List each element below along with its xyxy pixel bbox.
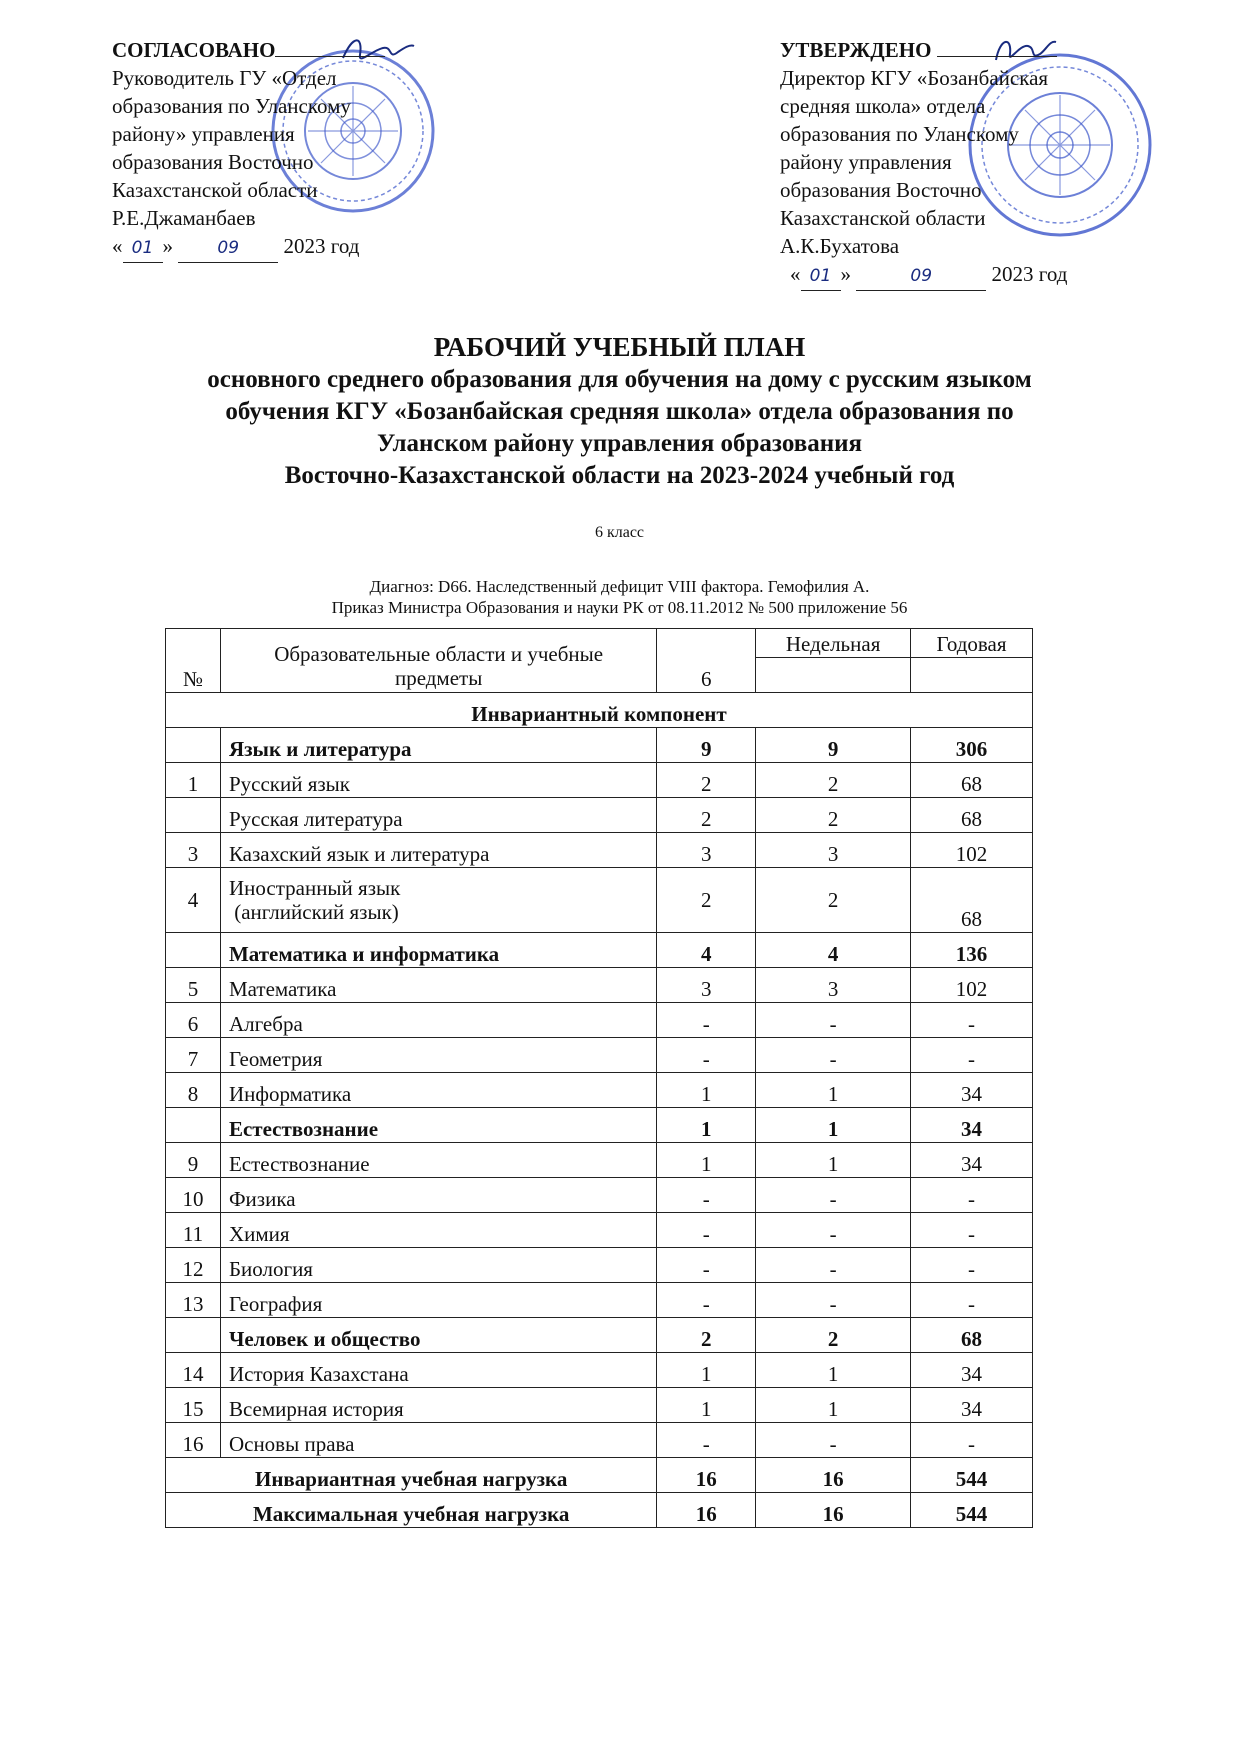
row-number: 16 bbox=[166, 1423, 221, 1458]
subject-name: Русский язык bbox=[220, 763, 656, 798]
grade-6-hours: - bbox=[657, 1003, 756, 1038]
row-number: 10 bbox=[166, 1178, 221, 1213]
yearly-hours: 34 bbox=[911, 1388, 1033, 1423]
subject-row bbox=[166, 968, 1033, 1003]
grade-6-hours: 9 bbox=[657, 728, 756, 763]
approval-line: образования по Уланскому bbox=[780, 122, 1019, 146]
yearly-hours: - bbox=[911, 1423, 1033, 1458]
subject-name: Математика и информатика bbox=[220, 933, 656, 968]
subject-name: Человек и общество bbox=[220, 1318, 656, 1353]
date-month: 09 bbox=[856, 262, 986, 291]
grade-6-hours: 3 bbox=[657, 968, 756, 1003]
grade-6-hours: 2 bbox=[657, 868, 756, 933]
row-number: 5 bbox=[166, 968, 221, 1003]
subject-name: Биология bbox=[220, 1248, 656, 1283]
approval-line: образования Восточно bbox=[112, 150, 314, 174]
order-text: Приказ Министра Образования и науки РК от 08.11.2012 № 500 приложение 56 bbox=[331, 598, 908, 617]
date-month: 09 bbox=[178, 234, 278, 263]
subject-group-row bbox=[166, 933, 1033, 968]
yearly-hours: 34 bbox=[911, 1108, 1033, 1143]
date-day: 01 bbox=[801, 262, 841, 291]
approval-line: А.К.Бухатова bbox=[780, 234, 900, 258]
approval-title-right: УТВЕРЖДЕНО bbox=[780, 38, 932, 62]
approval-date-right: « 01 » 09 2023 год bbox=[780, 260, 1067, 291]
subject-group-row bbox=[166, 1108, 1033, 1143]
subject-group-row bbox=[166, 728, 1033, 763]
subject-row bbox=[166, 1283, 1033, 1318]
subject-name: Основы права bbox=[220, 1423, 656, 1458]
subject-name: География bbox=[220, 1283, 656, 1318]
subject-row bbox=[166, 1003, 1033, 1038]
yearly-hours: 34 bbox=[911, 1353, 1033, 1388]
row-number: 13 bbox=[166, 1283, 221, 1318]
subject-row bbox=[166, 798, 1033, 833]
approval-block-right bbox=[780, 34, 1067, 291]
yearly-hours: 136 bbox=[911, 933, 1033, 968]
yearly-hours: 34 bbox=[911, 1143, 1033, 1178]
approval-line: Р.Е.Джаманбаев bbox=[112, 206, 256, 230]
subject-name: Геометрия bbox=[220, 1038, 656, 1073]
grade-6-hours: - bbox=[657, 1038, 756, 1073]
row-number: 12 bbox=[166, 1248, 221, 1283]
approval-line: образования по Уланскому bbox=[112, 94, 351, 118]
subject-row bbox=[166, 1038, 1033, 1073]
weekly-hours: 2 bbox=[756, 1318, 911, 1353]
yearly-hours: - bbox=[911, 1003, 1033, 1038]
grade-label: 6 класс bbox=[594, 524, 645, 541]
weekly-hours: - bbox=[756, 1423, 911, 1458]
approval-line: Казахстанской области bbox=[112, 178, 318, 202]
yearly-hours: 34 bbox=[911, 1073, 1033, 1108]
date-year: 2023 год bbox=[283, 234, 360, 258]
weekly-hours: 16 bbox=[756, 1493, 911, 1528]
yearly-hours: 68 bbox=[911, 1318, 1033, 1353]
weekly-hours: 3 bbox=[756, 968, 911, 1003]
subject-row bbox=[166, 1353, 1033, 1388]
yearly-hours: - bbox=[911, 1283, 1033, 1318]
total-label: Инвариантная учебная нагрузка bbox=[166, 1458, 657, 1493]
subject-row bbox=[166, 1143, 1033, 1178]
subject-name bbox=[220, 868, 656, 933]
row-number: 6 bbox=[166, 1003, 221, 1038]
yearly-hours: 306 bbox=[911, 728, 1033, 763]
header-subjects: Образовательные области и учебные предметы bbox=[220, 629, 656, 693]
total-label: Максимальная учебная нагрузка bbox=[166, 1493, 657, 1528]
row-number: 14 bbox=[166, 1353, 221, 1388]
weekly-hours: 1 bbox=[756, 1353, 911, 1388]
grade-6-hours: 2 bbox=[657, 763, 756, 798]
grade-6-hours: - bbox=[657, 1178, 756, 1213]
grade-6-hours: 1 bbox=[657, 1073, 756, 1108]
subject-row bbox=[166, 1178, 1033, 1213]
subject-row bbox=[166, 1423, 1033, 1458]
header-yearly: Годовая bbox=[911, 629, 1033, 658]
weekly-hours: 4 bbox=[756, 933, 911, 968]
subject-row bbox=[166, 1388, 1033, 1423]
subject-name: Информатика bbox=[220, 1073, 656, 1108]
header-weekly: Недельная bbox=[756, 629, 911, 658]
signature-line-left bbox=[275, 34, 385, 57]
subject-name: Всемирная история bbox=[220, 1388, 656, 1423]
weekly-hours: 16 bbox=[756, 1458, 911, 1493]
subject-row bbox=[166, 1073, 1033, 1108]
subject-row bbox=[166, 763, 1033, 798]
subject-group-row bbox=[166, 1318, 1033, 1353]
yearly-hours: 544 bbox=[911, 1458, 1033, 1493]
grade-6-hours: 1 bbox=[657, 1143, 756, 1178]
signature-line-right bbox=[937, 34, 1057, 57]
approval-date-left: « 01 » 09 2023 год bbox=[112, 232, 385, 263]
grade-6-hours: 1 bbox=[657, 1108, 756, 1143]
row-number bbox=[166, 1318, 221, 1353]
row-number bbox=[166, 1108, 221, 1143]
weekly-hours: 1 bbox=[756, 1143, 911, 1178]
approval-line: району управления bbox=[780, 150, 952, 174]
yearly-hours: 544 bbox=[911, 1493, 1033, 1528]
title-line: РАБОЧИЙ УЧЕБНЫЙ ПЛАН bbox=[433, 332, 806, 362]
subject-name: Русская литература bbox=[220, 798, 656, 833]
title-line: Восточно-Казахстанской области на 2023-2024 учебный год bbox=[284, 462, 955, 489]
diagnosis-block bbox=[0, 576, 1239, 618]
row-number: 4 bbox=[166, 868, 221, 933]
date-day: 01 bbox=[123, 234, 163, 263]
subject-name: Естествознание bbox=[220, 1108, 656, 1143]
total-row bbox=[166, 1493, 1033, 1528]
grade-6-hours: 4 bbox=[657, 933, 756, 968]
yearly-hours: - bbox=[911, 1178, 1033, 1213]
grade-6-hours: 16 bbox=[657, 1493, 756, 1528]
weekly-hours: - bbox=[756, 1248, 911, 1283]
grade-6-hours: 2 bbox=[657, 1318, 756, 1353]
weekly-hours: 1 bbox=[756, 1388, 911, 1423]
row-number: 8 bbox=[166, 1073, 221, 1108]
subject-row bbox=[166, 868, 1033, 933]
yearly-hours: 68 bbox=[911, 763, 1033, 798]
subject-name: Естествознание bbox=[220, 1143, 656, 1178]
grade-6-hours: 1 bbox=[657, 1388, 756, 1423]
yearly-hours: - bbox=[911, 1213, 1033, 1248]
weekly-hours: 2 bbox=[756, 763, 911, 798]
diagnosis-text: Диагноз: D66. Наследственный дефицит VIII фактора. Гемофилия А. bbox=[369, 577, 870, 596]
weekly-hours: - bbox=[756, 1283, 911, 1318]
grade-6-hours: - bbox=[657, 1423, 756, 1458]
yearly-hours: 68 bbox=[911, 798, 1033, 833]
subject-name-line: (английский язык) bbox=[228, 900, 399, 924]
yearly-hours: - bbox=[911, 1038, 1033, 1073]
row-number: 11 bbox=[166, 1213, 221, 1248]
subject-row bbox=[166, 1248, 1033, 1283]
row-number: 9 bbox=[166, 1143, 221, 1178]
grade-6-hours: 16 bbox=[657, 1458, 756, 1493]
header-weekly-blank bbox=[756, 658, 911, 693]
document-title bbox=[0, 330, 1239, 492]
weekly-hours: 9 bbox=[756, 728, 911, 763]
weekly-hours: - bbox=[756, 1178, 911, 1213]
header-yearly-blank bbox=[911, 658, 1033, 693]
row-number: 1 bbox=[166, 763, 221, 798]
weekly-hours: 1 bbox=[756, 1073, 911, 1108]
grade-6-hours: 1 bbox=[657, 1353, 756, 1388]
subject-name: Физика bbox=[220, 1178, 656, 1213]
total-row bbox=[166, 1458, 1033, 1493]
header-num: № bbox=[166, 629, 221, 693]
title-line: обучения КГУ «Бозанбайская средняя школа» отдела образования по bbox=[225, 398, 1014, 425]
subject-name: Язык и литература bbox=[220, 728, 656, 763]
row-number: 3 bbox=[166, 833, 221, 868]
row-number bbox=[166, 933, 221, 968]
yearly-hours: 68 bbox=[911, 868, 1033, 933]
yearly-hours: 102 bbox=[911, 968, 1033, 1003]
yearly-hours: - bbox=[911, 1248, 1033, 1283]
row-number bbox=[166, 728, 221, 763]
weekly-hours: 3 bbox=[756, 833, 911, 868]
subject-name: Казахский язык и литература bbox=[220, 833, 656, 868]
subject-row bbox=[166, 833, 1033, 868]
approval-line: району» управления bbox=[112, 122, 295, 146]
row-number bbox=[166, 798, 221, 833]
subject-name-line: Иностранный язык bbox=[228, 876, 401, 900]
yearly-hours: 102 bbox=[911, 833, 1033, 868]
grade-6-hours: - bbox=[657, 1248, 756, 1283]
title-line: основного среднего образования для обучения на дому с русским языком bbox=[207, 366, 1032, 393]
grade-6-hours: - bbox=[657, 1213, 756, 1248]
subject-row bbox=[166, 1213, 1033, 1248]
approval-line: Руководитель ГУ «Отдел bbox=[112, 66, 337, 90]
invariant-component-row: Инвариантный компонент bbox=[166, 693, 1033, 728]
subject-name: Математика bbox=[220, 968, 656, 1003]
subject-name: Алгебра bbox=[220, 1003, 656, 1038]
weekly-hours: 2 bbox=[756, 868, 911, 933]
approval-block-left bbox=[112, 34, 385, 263]
approval-line: образования Восточно bbox=[780, 178, 982, 202]
grade-6-hours: 3 bbox=[657, 833, 756, 868]
approval-line: Директор КГУ «Бозанбайская bbox=[780, 66, 1049, 90]
row-number: 15 bbox=[166, 1388, 221, 1423]
approval-line: средняя школа» отдела bbox=[780, 94, 986, 118]
date-year: 2023 год bbox=[991, 262, 1068, 286]
weekly-hours: - bbox=[756, 1038, 911, 1073]
grade-6-hours: 2 bbox=[657, 798, 756, 833]
title-line: Уланском району управления образования bbox=[376, 430, 863, 457]
subject-name: Химия bbox=[220, 1213, 656, 1248]
weekly-hours: 2 bbox=[756, 798, 911, 833]
weekly-hours: 1 bbox=[756, 1108, 911, 1143]
subject-name: История Казахстана bbox=[220, 1353, 656, 1388]
header-grade: 6 bbox=[657, 629, 756, 693]
grade-6-hours: - bbox=[657, 1283, 756, 1318]
approval-title-left: СОГЛАСОВАНО bbox=[112, 38, 276, 62]
row-number: 7 bbox=[166, 1038, 221, 1073]
weekly-hours: - bbox=[756, 1213, 911, 1248]
approval-line: Казахстанской области bbox=[780, 206, 986, 230]
curriculum-table bbox=[165, 628, 1033, 1528]
weekly-hours: - bbox=[756, 1003, 911, 1038]
